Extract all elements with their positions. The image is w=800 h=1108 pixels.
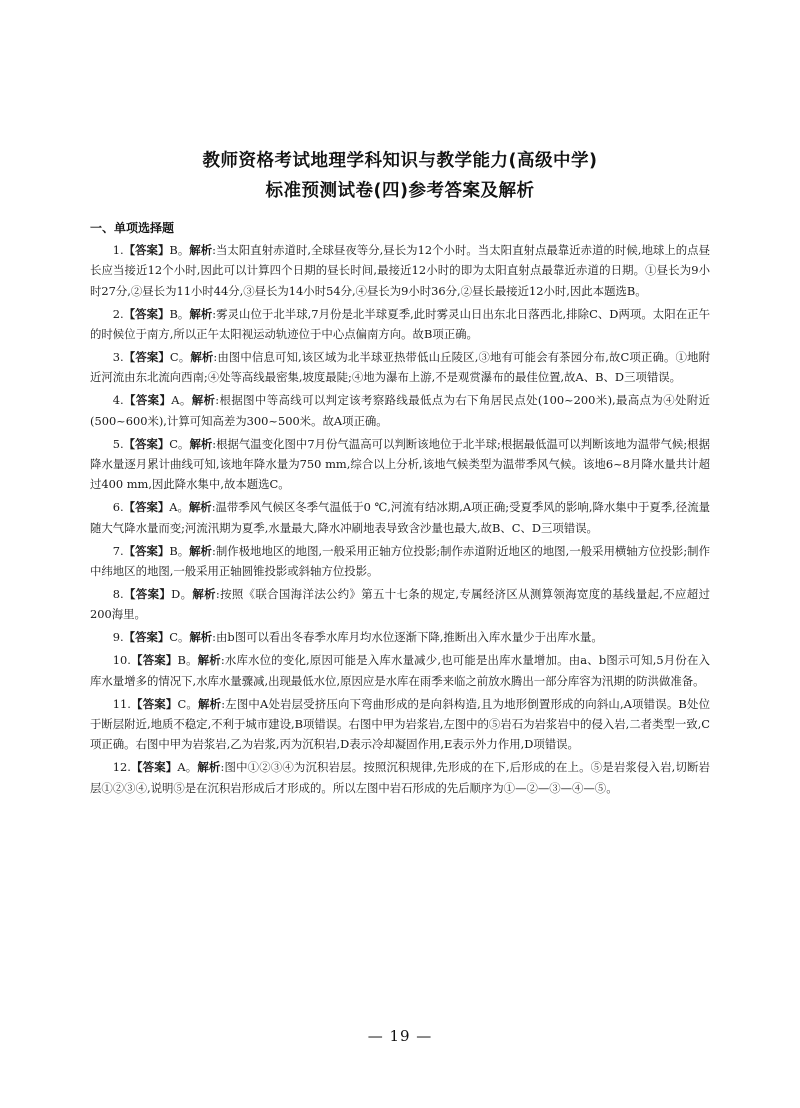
answer-choice: C (177, 696, 187, 711)
analysis-label: 解析 (189, 243, 213, 257)
analysis-label: 解析 (198, 696, 222, 711)
item-number: 11. (112, 696, 131, 711)
answer-label: 【答案】 (123, 543, 170, 558)
answer-choice: B (169, 243, 178, 257)
answer-item-4: 4.【答案】A。解析:根据图中等高线可以判定该考察路线最低点为右下角居民点处(100~200米),最高点为④处附近(500~600米),计算可知高差为300~500米。故A项正确。 (90, 393, 710, 428)
analysis-label: 解析 (192, 587, 216, 601)
analysis-text: :制作极地地区的地图,一般采用正轴方位投影;制作赤道附近地区的地图,一般采用横轴方位投影;制作中纬地区的地图,一般采用正轴圆锥投影或斜轴方位投影。 (90, 543, 710, 579)
answer-item-5: 5.【答案】C。解析:根据气温变化图中7月份气温高可以判断该地位于北半球;根据最低温可以判断该地为温带气候;根据降水量逐月累计曲线可知,该地年降水量为750 mm,综合以上分析,该地气候类型为温带季风气候。该地6~8月降水量共计超过400 mm,因此降水集中,故本题选C。 (90, 436, 710, 492)
answer-label: 【答案】 (123, 630, 170, 645)
answer-label: 【答案】 (130, 653, 178, 668)
answer-label: 【答案】 (130, 696, 178, 711)
answer-choice: B (169, 543, 178, 558)
item-number: 8. (112, 587, 124, 601)
answer-label: 【答案】 (123, 500, 170, 515)
page-subtitle: 标准预测试卷(四)参考答案及解析 (265, 181, 535, 201)
answer-choice: A (171, 393, 180, 408)
item-number: 10. (112, 653, 131, 668)
analysis-text: :根据气温变化图中7月份气温高可以判断该地位于北半球;根据最低温可以判断该地为温带气候;根据降水量逐月累计曲线可知,该地年降水量为750 mm,综合以上分析,该地气候类型为温带季风气候。该地6~8月降水量共计超过400 mm,因此降水集中,故本题选C。 (90, 436, 710, 492)
section-heading: 一、单项选择题 (90, 221, 175, 235)
analysis-text: :水库水位的变化,原因可能是入库水量减少,也可能是出库水量增加。由a、b图示可知,5月份在入库水量增多的情况下,水库水量骤减,出现最低水位,原因应是水库在雨季来临之前放水腾出一部分库容为汛期的防洪做准备。 (90, 653, 710, 688)
analysis-text: :根据图中等高线可以判定该考察路线最低点为右下角居民点处(100~200米),最高点为④处附近(500~600米),计算可知高差为300~500米。故A项正确。 (90, 393, 710, 428)
title-block (0, 146, 800, 206)
analysis-label: 解析 (189, 543, 212, 558)
analysis-text: :当太阳直射赤道时,全球昼夜等分,昼长为12个小时。当太阳直射点最靠近赤道的时候,地球上的点昼长应当接近12个小时,因此可以计算四个日期的昼长时间,最接近12小时的即为太阳直射点最靠近赤道的日期。①昼长为9小时27分,②昼长为11小时44分,③昼长为14小时54分,④昼长为9小时36分,②昼长最接近12小时,因此本题选B。 (90, 243, 710, 298)
item-number: 9. (112, 630, 124, 645)
analysis-text: :按照《联合国海洋法公约》第五十七条的规定,专属经济区从测算领海宽度的基线量起,不应超过200海里。 (90, 587, 710, 622)
analysis-label: 解析 (190, 350, 214, 365)
answer-label: 【答案】 (123, 243, 170, 257)
answer-item-6: 6.【答案】A。解析:温带季风气候区冬季气温低于0 ℃,河流有结冰期,A项正确;受夏季风的影响,降水集中于夏季,径流量随大气降水量而变;河流汛期为夏季,水量最大,降水冲刷地表导致含沙量也最大,故B、C、D三项错误。 (90, 500, 710, 535)
answer-label: 【答案】 (123, 350, 170, 365)
answer-label: 【答案】 (123, 306, 170, 321)
answer-item-8: 8.【答案】D。解析:按照《联合国海洋法公约》第五十七条的规定,专属经济区从测算领海宽度的基线量起,不应超过200海里。 (90, 587, 710, 622)
analysis-text: :图中①②③④为沉积岩层。按照沉积规律,先形成的在下,后形成的在上。⑤是岩浆侵入岩,切断岩层①②③④,说明⑤是在沉积岩形成后才形成的。所以左图中岩石形成的先后顺序为①—②—③—④—⑤。 (90, 760, 710, 795)
answer-choice: C (169, 630, 178, 645)
item-number: 3. (112, 350, 124, 365)
answer-label: 【答案】 (123, 436, 170, 451)
analysis-label: 解析 (191, 393, 216, 408)
item-number: 2. (112, 306, 124, 321)
answer-item-10: 10.【答案】B。解析:水库水位的变化,原因可能是入库水量减少,也可能是出库水量增加。由a、b图示可知,5月份在入库水量增多的情况下,水库水量骤减,出现最低水位,原因应是水库在雨季来临之前放水腾出一部分库容为汛期的防洪做准备。 (90, 653, 710, 688)
answer-item-12: 12.【答案】A。解析:图中①②③④为沉积岩层。按照沉积规律,先形成的在下,后形成的在上。⑤是岩浆侵入岩,切断岩层①②③④,说明⑤是在沉积岩形成后才形成的。所以左图中岩石形成的先后顺序为①—②—③—④—⑤。 (90, 760, 710, 795)
answer-label: 【答案】 (130, 760, 178, 775)
item-number: 1. (112, 243, 124, 257)
answer-label: 【答案】 (123, 587, 172, 601)
analysis-label: 解析 (189, 630, 213, 645)
answer-item-1: 1.【答案】B。解析:当太阳直射赤道时,全球昼夜等分,昼长为12个小时。当太阳直射点最靠近赤道的时候,地球上的点昼长应当接近12个小时,因此可以计算四个日期的昼长时间,最接近12小时的即为太阳直射点最靠近赤道的日期。①昼长为9小时27分,②昼长为11小时44分,③昼长为14小时54分,④昼长为9小时36分,②昼长最接近12小时,因此本题选B。 (90, 243, 710, 298)
analysis-label: 解析 (197, 760, 221, 775)
answer-choice: C (169, 350, 179, 365)
answer-item-9: 9.【答案】C。解析:由b图可以看出冬春季水库月均水位逐渐下降,推断出入库水量少于出库水量。 (112, 630, 603, 645)
page-title: 教师资格考试地理学科知识与教学能力(高级中学) (202, 151, 598, 171)
answer-item-2: 2.【答案】B。解析:雾灵山位于北半球,7月份是北半球夏季,此时雾灵山日出东北日落西北,排除C、D两项。太阳在正午的时候位于南方,所以正午太阳视运动轨迹位于中心点偏南方向。故B项正确。 (90, 306, 710, 342)
analysis-text: :由图中信息可知,该区域为北半球亚热带低山丘陵区,③地有可能会有茶园分布,故C项正确。①地附近河流由东北流向西南;④处等高线最密集,坡度最陡;④地为瀑布上游,不是观赏瀑布的最佳位置,故A、B、D三项错误。 (90, 350, 710, 385)
analysis-label: 解析 (189, 306, 213, 321)
answer-item-3: 3.【答案】C。解析:由图中信息可知,该区域为北半球亚热带低山丘陵区,③地有可能会有茶园分布,故C项正确。①地附近河流由东北流向西南;④处等高线最密集,坡度最陡;④地为瀑布上游,不是观赏瀑布的最佳位置,故A、B、D三项错误。 (90, 350, 710, 385)
answer-choice: C (169, 436, 179, 451)
item-number: 5. (112, 436, 124, 451)
analysis-text: :雾灵山位于北半球,7月份是北半球夏季,此时雾灵山日出东北日落西北,排除C、D两项。太阳在正午的时候位于南方,所以正午太阳视运动轨迹位于中心点偏南方向。故B项正确。 (90, 306, 710, 342)
analysis-text: :由b图可以看出冬春季水库月均水位逐渐下降,推断出入库水量少于出库水量。 (212, 630, 603, 645)
answer-choice: D (171, 587, 181, 601)
analysis-text: :温带季风气候区冬季气温低于0 ℃,河流有结冰期,A项正确;受夏季风的影响,降水集中于夏季,径流量随大气降水量而变;河流汛期为夏季,水量最大,降水冲刷地表导致含沙量也最大,故B、C、D三项错误。 (90, 500, 710, 535)
analysis-label: 解析 (189, 436, 213, 451)
item-number: 6. (112, 500, 124, 515)
answer-item-11: 11.【答案】C。解析:左图中A处岩层受挤压向下弯曲形成的是向斜构造,且为地形倒置形成的向斜山,A项错误。B处位于断层附近,地质不稳定,不利于城市建设,B项错误。右图中甲为岩浆岩,左图中的⑤岩石为岩浆岩中的侵入岩,二者类型一致,C项正确。右图中甲为岩浆岩,乙为岩浆,丙为沉积岩,D表示冷却凝固作用,E表示外力作用,D项错误。 (90, 696, 710, 752)
answer-list (90, 240, 710, 801)
answer-choice: A (169, 500, 178, 515)
analysis-label: 解析 (188, 500, 212, 515)
answer-choice: B (169, 306, 178, 321)
page-number: — 19 — (367, 1027, 433, 1045)
answer-choice: A (177, 760, 186, 775)
item-number: 12. (112, 760, 131, 775)
answer-item-7: 7.【答案】B。解析:制作极地地区的地图,一般采用正轴方位投影;制作赤道附近地区的地图,一般采用横轴方位投影;制作中纬地区的地图,一般采用正轴圆锥投影或斜轴方位投影。 (90, 543, 710, 579)
analysis-text: :左图中A处岩层受挤压向下弯曲形成的是向斜构造,且为地形倒置形成的向斜山,A项错误。B处位于断层附近,地质不稳定,不利于城市建设,B项错误。右图中甲为岩浆岩,左图中的⑤岩石为岩浆岩中的侵入岩,二者类型一致,C项正确。右图中甲为岩浆岩,乙为岩浆,丙为沉积岩,D表示冷却凝固作用,E表示外力作用,D项错误。 (90, 696, 710, 752)
analysis-label: 解析 (197, 653, 221, 668)
answer-label: 【答案】 (123, 393, 172, 408)
item-number: 7. (112, 543, 124, 558)
item-number: 4. (112, 393, 124, 408)
answer-choice: B (177, 653, 186, 668)
